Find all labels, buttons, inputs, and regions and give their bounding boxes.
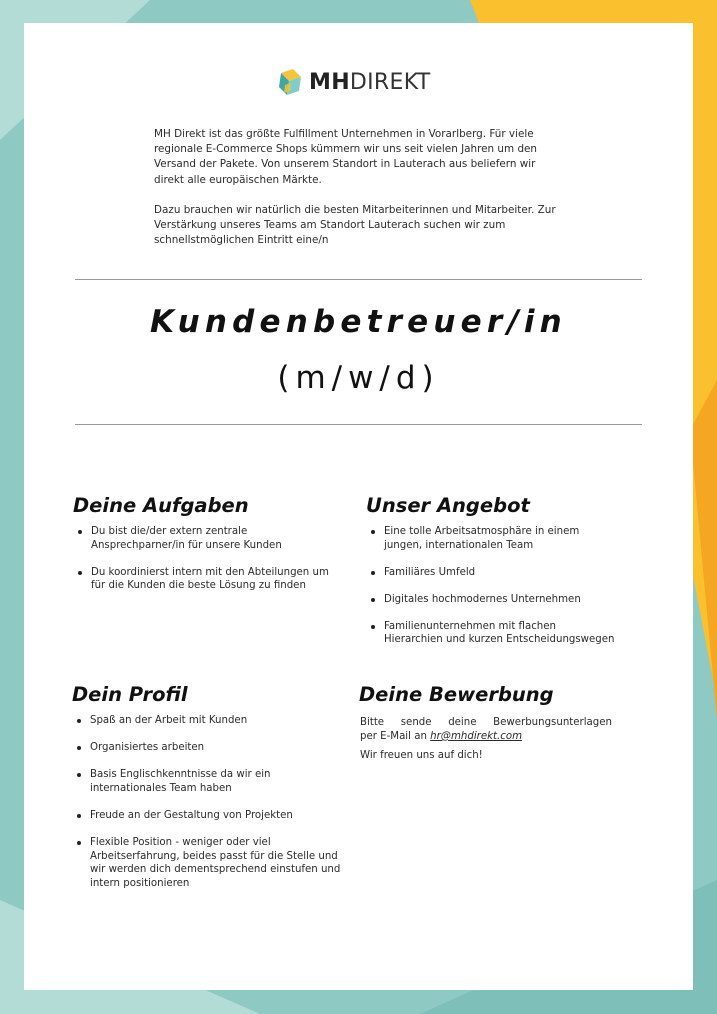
bewerbung-line-2 <box>360 730 619 744</box>
list-item: Organisiertes arbeiten <box>72 741 347 755</box>
list-item: Eine tolle Arbeitsatmosphäre in einem jungen, internationalen Team <box>366 525 616 552</box>
list-item: Familiäres Umfeld <box>366 566 616 580</box>
job-title: Kundenbetreuer/in <box>150 304 567 340</box>
company-logo <box>277 68 430 98</box>
list-item: Du koordinierst intern mit den Abteilungen um für die Kunden die beste Lösung zu finden <box>73 566 343 593</box>
list-item: Digitales hochmodernes Unternehmen <box>366 593 616 607</box>
intro-paragraph-2: Dazu brauchen wir natürlich die besten Mitarbeiterinnen und Mitarbeiter. Zur Verstärkung unseres Teams am Standort Lauterach suchen wir zum schnellstmöglichen Eintritt eine/n <box>154 203 556 247</box>
job-gender-note: (m/w/d) <box>277 360 440 396</box>
list-item: Flexible Position - weniger oder viel Arbeitserfahrung, beides passt für die Stelle und wir werden dich dementsprechend einstufen und intern positionieren <box>72 836 347 890</box>
section-heading: Deine Bewerbung <box>359 683 554 706</box>
email-prefix: per E-Mail an <box>360 731 427 742</box>
profil-list <box>72 714 347 890</box>
section-profil <box>72 682 347 904</box>
list-item: Freude an der Gestaltung von Projekten <box>72 809 347 823</box>
closing-text: Wir freuen uns auf dich! <box>360 750 483 761</box>
bewerbung-line-1: Bitte sende deine Bewerbungsunterlagen <box>360 717 612 728</box>
list-item: Basis Englischkenntnisse da wir ein internationales Team haben <box>72 768 347 795</box>
section-heading: Deine Aufgaben <box>73 494 249 517</box>
logo-mh: MH <box>309 70 350 95</box>
section-heading: Unser Angebot <box>366 494 530 517</box>
section-heading: Dein Profil <box>72 683 188 706</box>
divider-bottom <box>75 424 642 425</box>
logo-direkt: DIREKT <box>349 70 431 95</box>
angebot-list <box>366 525 616 647</box>
list-item: Spaß an der Arbeit mit Kunden <box>72 714 347 728</box>
list-item: Familienunternehmen mit flachen Hierarchien und kurzen Entscheidungswegen <box>366 620 616 647</box>
section-bewerbung <box>359 682 619 768</box>
section-angebot <box>366 493 616 661</box>
bewerbung-text <box>359 716 619 763</box>
job-posting-card <box>24 23 693 990</box>
email-link[interactable]: hr@mhdirekt.com <box>430 731 523 742</box>
intro-text <box>154 127 564 263</box>
logo-wordmark <box>309 72 430 94</box>
divider-top <box>75 279 642 280</box>
aufgaben-list <box>73 525 343 593</box>
cube-logo-icon <box>277 69 303 97</box>
list-item: Du bist die/der extern zentrale Ansprechparner/in für unsere Kunden <box>73 525 343 552</box>
intro-paragraph-1: MH Direkt ist das größte Fulfillment Unternehmen in Vorarlberg. Für viele regionale E-Commerce Shops kümmern wir uns seit vielen Jahren um den Versand der Pakete. Von unserem Standort in Lauterach aus beliefern wir direkt alle europäischen Märkte. <box>154 128 538 186</box>
section-aufgaben <box>73 493 343 606</box>
